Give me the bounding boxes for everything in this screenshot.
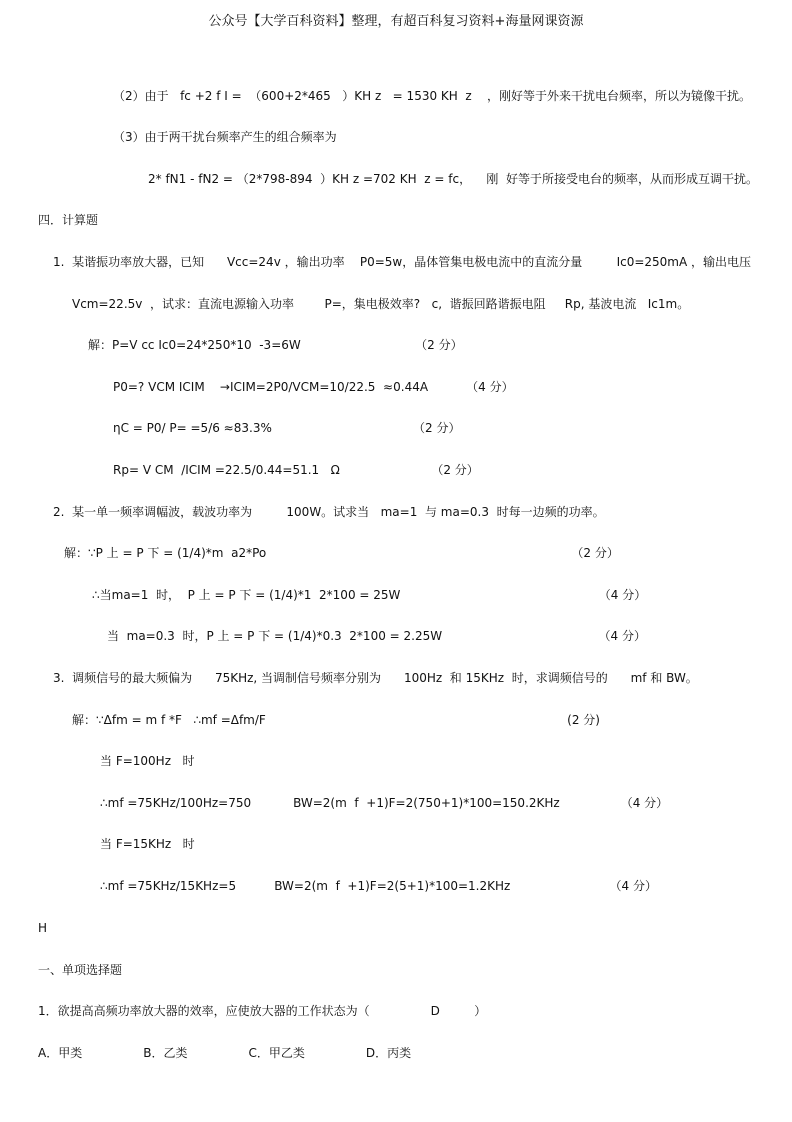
answer-2-line-3: 当 ma=0.3 时，P 上 = P 下 = (1/4)*0.3 2*100 = 2.25W （4 分）	[107, 629, 646, 643]
answer-3-line-5: ∴mf =75KHz/15KHz=5 BW=2(m f +1)F=2(5+1)*100=1.2KHz （4 分）	[100, 879, 657, 893]
answer-1-line-4: Rp= V CM /ICIM =22.5/0.44=51.1 Ω （2 分）	[113, 463, 479, 477]
answer-3-line-4: 当 F=15KHz 时	[100, 837, 195, 851]
answer-1-line-3: ηC = P0/ P= =5/6 ≈83.3% （2 分）	[113, 421, 461, 435]
page-header: 公众号【大学百科资料】整理，有超百科复习资料+海量网课资源	[208, 14, 584, 29]
question-1-cont: Vcm=22.5v ，试求：直流电源输入功率 P=，集电极效率? c, 谐振回路谐振电阻 Rp, 基波电流 Ic1m。	[72, 297, 690, 311]
question-3: 3. 调频信号的最大频偏为 75KHz, 当调制信号频率分别为 100Hz 和 15KHz 时，求调频信号的 mf 和 BW。	[53, 671, 698, 685]
text-line-2: （3）由于两干扰台频率产生的组合频率为	[113, 130, 337, 144]
choice-question-1: 1．欲提高高频功率放大器的效率，应使放大器的工作状态为（ D ）	[38, 1004, 487, 1018]
question-1: 1. 某谐振功率放大器，已知 Vcc=24v ，输出功率 P0=5w，晶体管集电极电流中的直流分量 Ic0=250mA ，输出电压	[53, 255, 752, 269]
answer-2-line-2: ∴当ma=1 时， P 上 = P 下 = (1/4)*1 2*100 = 25W （4 分）	[92, 588, 647, 602]
marker-h: H	[38, 921, 48, 935]
answer-2-line-1: 解：∵P 上 = P 下 = (1/4)*m a2*Po （2 分）	[64, 546, 619, 560]
answer-3-line-3: ∴mf =75KHz/100Hz=750 BW=2(m f +1)F=2(750+1)*100=150.2KHz （4 分）	[100, 796, 669, 810]
section-heading-choice: 一、单项选择题	[38, 963, 123, 977]
choice-options-1: A．甲类 B．乙类 C．甲乙类 D．丙类	[38, 1046, 412, 1060]
answer-1-line-1: 解：P=V cc Ic0=24*250*10 -3=6W （2 分）	[88, 338, 463, 352]
answer-1-line-2: P0=? VCM ICIM →ICIM=2P0/VCM=10/22.5 ≈0.44A （4 分）	[113, 380, 514, 394]
text-line-1: （2）由于 fc +2 f I = （600+2*465 ）KH z = 1530 KH z ，刚好等于外来干扰电台频率，所以为镜像干扰。	[113, 89, 751, 103]
question-2: 2. 某一单一频率调幅波，载波功率为 100W。试求当 ma=1 与 ma=0.3 时每一边频的功率。	[53, 505, 605, 519]
answer-3-line-1: 解：∵Δfm = m f *F ∴mf =Δfm/F (2 分)	[72, 713, 600, 727]
answer-3-line-2: 当 F=100Hz 时	[100, 754, 195, 768]
section-heading-calc: 四．计算题	[38, 213, 99, 227]
text-line-3: 2* fN1 - fN2 = （2*798-894 ）KH z =702 KH z = fc， 刚 好等于所接受电台的频率，从而形成互调干扰。	[148, 172, 758, 186]
